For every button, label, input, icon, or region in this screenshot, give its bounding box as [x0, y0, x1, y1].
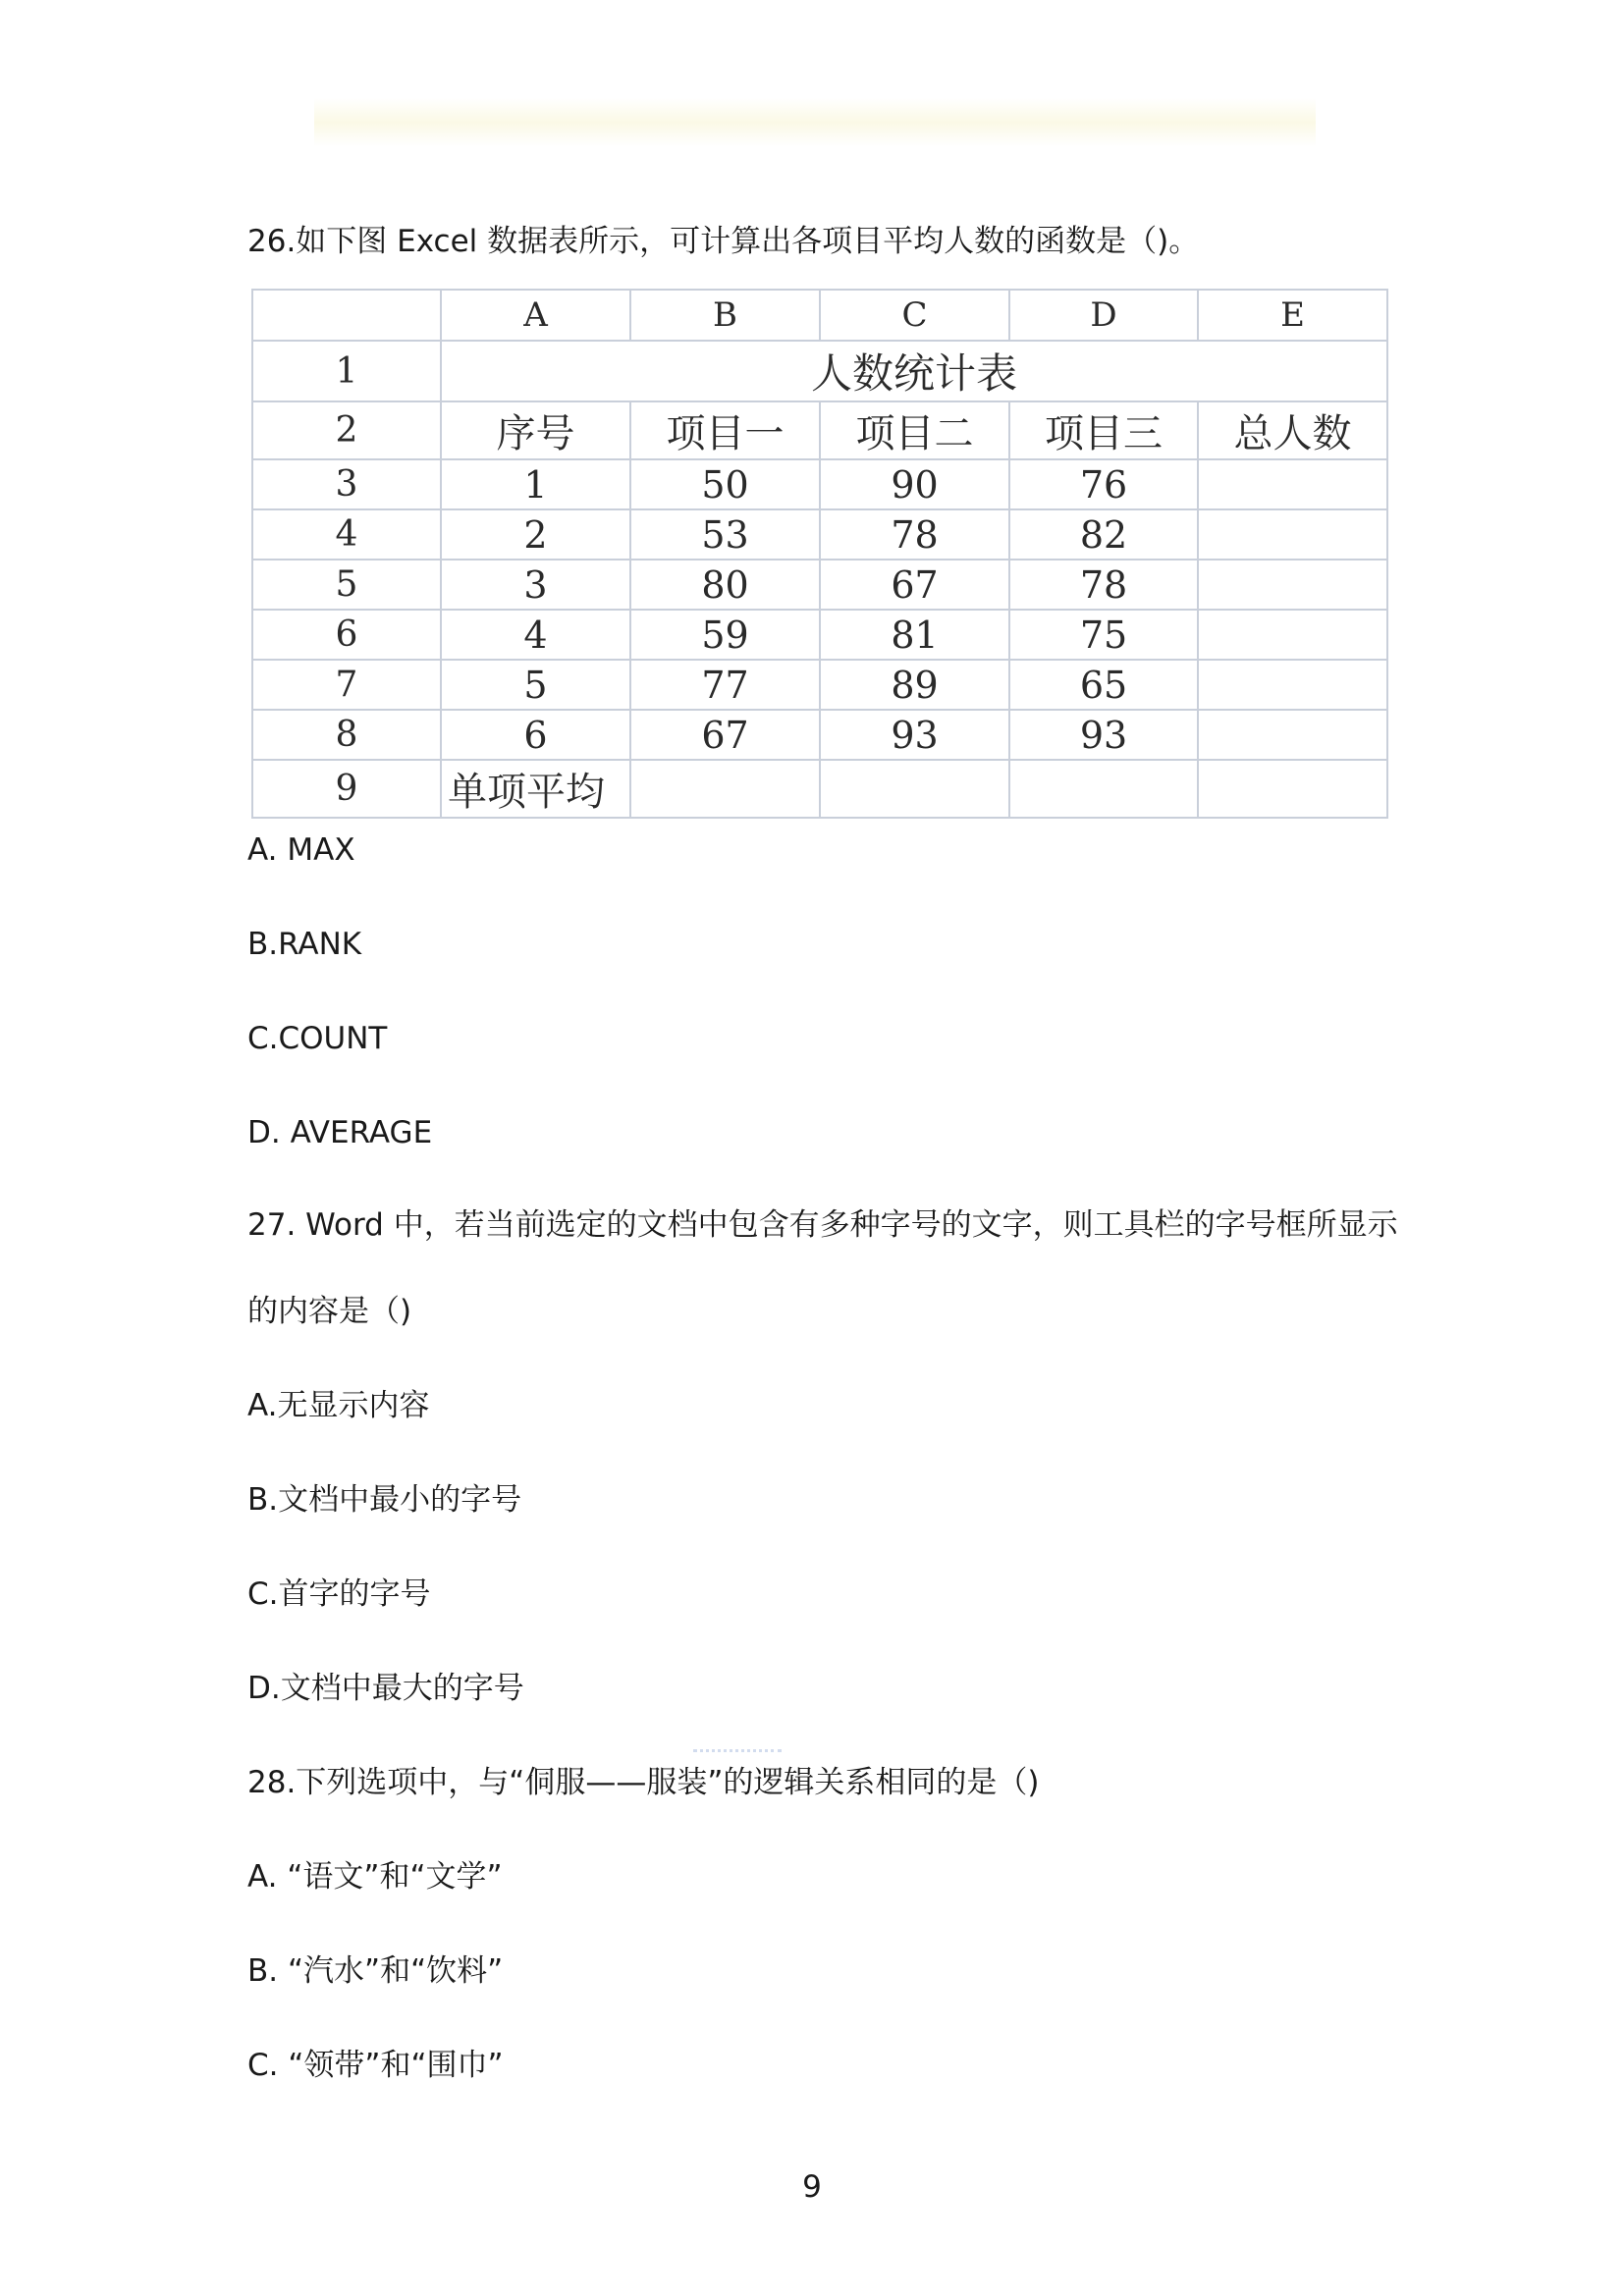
row-number: 5: [252, 560, 441, 610]
table-cell: 93: [820, 710, 1009, 760]
table-cell: 2: [441, 509, 630, 560]
table-title: 人数统计表: [441, 341, 1387, 401]
table-cell: 78: [820, 509, 1009, 560]
page-number: 9: [802, 2169, 822, 2205]
question-27-line-1: 27. Word 中，若当前选定的文档中包含有多种字号的文字，则工具栏的字号框所显示: [247, 1207, 1398, 1243]
table-cell: 77: [630, 660, 820, 710]
row-number: 1: [252, 341, 441, 401]
table-row: [252, 710, 1387, 760]
table-cell: 81: [820, 610, 1009, 660]
column-header: E: [1198, 290, 1387, 341]
option-c: C.COUNT: [247, 1021, 388, 1056]
option-a: A. “语文”和“文学”: [247, 1859, 503, 1895]
table-row: [252, 459, 1387, 509]
excel-table: [251, 289, 1388, 819]
option-c: C.首字的字号: [247, 1576, 431, 1612]
column-header: B: [630, 290, 820, 341]
question-27-line-2: 的内容是（): [247, 1294, 412, 1329]
header-band: [314, 98, 1316, 147]
table-cell: [1198, 459, 1387, 509]
row-number: 7: [252, 660, 441, 710]
option-b: B.RANK: [247, 927, 362, 962]
table-cell: [1198, 560, 1387, 610]
table-cell: [1198, 610, 1387, 660]
column-header: C: [820, 290, 1009, 341]
table-cell: 80: [630, 560, 820, 610]
table-cell: 67: [820, 560, 1009, 610]
table-cell: 序号: [441, 401, 630, 459]
column-header: D: [1009, 290, 1198, 341]
column-header: A: [441, 290, 630, 341]
row-number: 6: [252, 610, 441, 660]
table-cell: 50: [630, 459, 820, 509]
column-header-row: [252, 290, 1387, 341]
table-row: [252, 660, 1387, 710]
option-a: A. MAX: [247, 832, 355, 868]
table-row: [252, 560, 1387, 610]
option-c: C. “领带”和“围巾”: [247, 2048, 504, 2083]
table-cell: 项目三: [1009, 401, 1198, 459]
table-cell: [1198, 760, 1387, 818]
row-number: 3: [252, 459, 441, 509]
table-row: [252, 509, 1387, 560]
table-cell: 项目一: [630, 401, 820, 459]
table-cell: 75: [1009, 610, 1198, 660]
row-number: 9: [252, 760, 441, 818]
table-cell: 53: [630, 509, 820, 560]
question-26: 26.如下图 Excel 数据表所示，可计算出各项目平均人数的函数是（)。: [247, 224, 1200, 259]
table-row: [252, 760, 1387, 818]
table-cell: [1009, 760, 1198, 818]
table-cell: [820, 760, 1009, 818]
table-cell: 总人数: [1198, 401, 1387, 459]
table-cell: [1198, 660, 1387, 710]
table-row: [252, 610, 1387, 660]
table-row: [252, 401, 1387, 459]
option-b: B.文档中最小的字号: [247, 1482, 522, 1518]
table-cell: 76: [1009, 459, 1198, 509]
table-cell: 90: [820, 459, 1009, 509]
option-a: A.无显示内容: [247, 1388, 430, 1423]
table-cell: 项目二: [820, 401, 1009, 459]
option-b: B. “汽水”和“饮料”: [247, 1953, 504, 1989]
average-label: 单项平均: [441, 760, 630, 818]
table-cell: 3: [441, 560, 630, 610]
table-cell: 4: [441, 610, 630, 660]
table-cell: 93: [1009, 710, 1198, 760]
option-d: D.文档中最大的字号: [247, 1671, 524, 1706]
corner-cell: [252, 290, 441, 341]
table-cell: [1198, 710, 1387, 760]
table-cell: 5: [441, 660, 630, 710]
table-cell: 59: [630, 610, 820, 660]
question-28: 28.下列选项中，与“侗服——服装”的逻辑关系相同的是（): [247, 1765, 1040, 1800]
table-cell: [1198, 509, 1387, 560]
table-row: [252, 341, 1387, 401]
row-number: 2: [252, 401, 441, 459]
row-number: 4: [252, 509, 441, 560]
table-cell: 78: [1009, 560, 1198, 610]
table-cell: [630, 760, 820, 818]
table-cell: 89: [820, 660, 1009, 710]
option-d: D. AVERAGE: [247, 1115, 433, 1150]
table-cell: 65: [1009, 660, 1198, 710]
table-cell: 67: [630, 710, 820, 760]
row-number: 8: [252, 710, 441, 760]
table-cell: 6: [441, 710, 630, 760]
table-cell: 82: [1009, 509, 1198, 560]
table-cell: 1: [441, 459, 630, 509]
